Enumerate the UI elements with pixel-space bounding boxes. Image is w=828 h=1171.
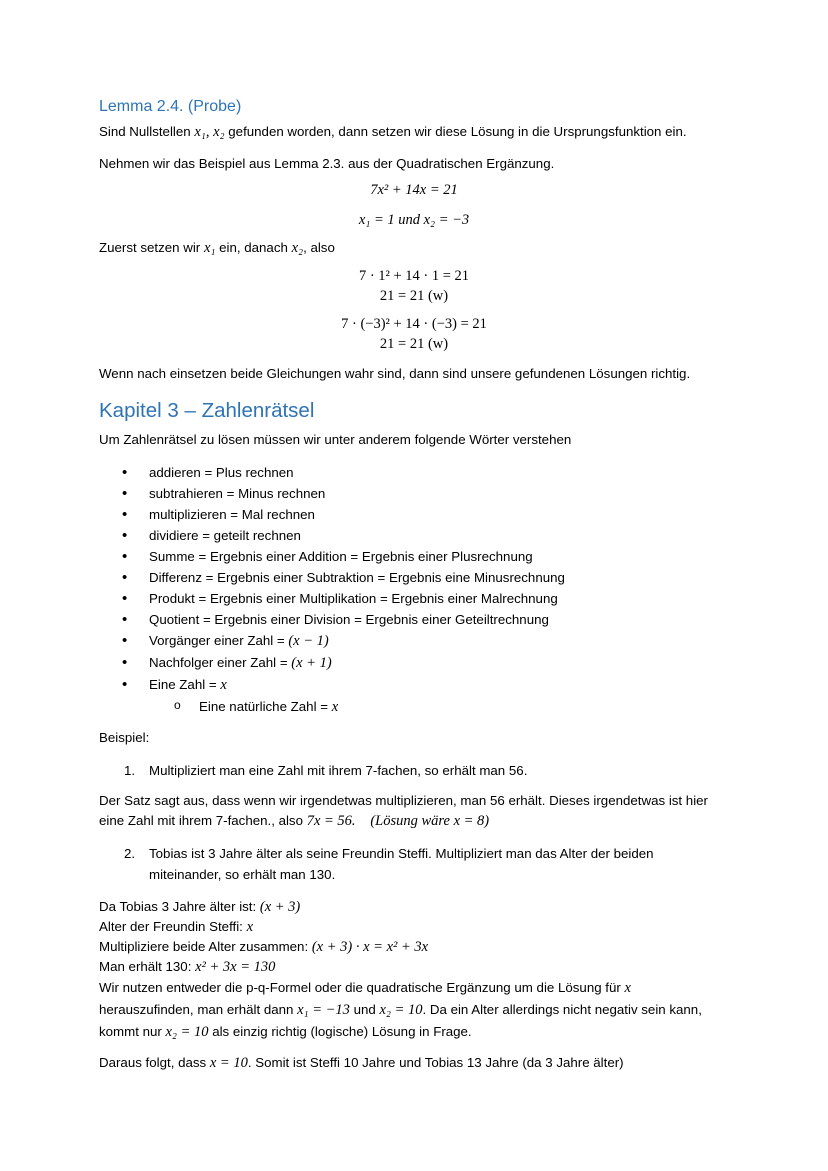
check-2-line-2: 21 = 21 (w) [379,336,449,352]
lemma-intro-text-a: Sind Nullstellen [99,124,195,139]
example-1-number: 1. [124,763,136,778]
list-item: • Differenz = Ergebnis einer Subtraktion = Ergebnis eine Minusrechnung [99,567,729,588]
term-sublist [99,696,729,718]
list-item: • Eine Zahl = x [99,674,729,696]
list-item: • dividiere = geteilt rechnen [99,525,729,546]
example-label: Beispiel: [99,730,150,745]
document-page [99,96,729,1073]
list-item: • addieren = Plus rechnen [99,462,729,483]
solution-line-4: Man erhält 130: x² + 3x = 130 [99,959,276,975]
solution-line-3: Multipliziere beide Alter zusammen: (x + 3) · x = x² + 3x [99,939,429,955]
example-1-explanation: Der Satz sagt aus, dass wenn wir irgendetwas multiplizieren, man 56 erhält. Dieses irgendetwas ist hier eine Zahl mit ihrem 7-fachen., also 7x = 56. (Lösung wäre x = 8) [99,793,708,829]
term-list [99,462,729,696]
solution-line-1: Da Tobias 3 Jahre älter ist: (x + 3) [99,899,301,915]
example-2-number: 2. [124,846,136,861]
list-item: • multiplizieren = Mal rechnen [99,504,729,525]
substitute-text-c: , also [303,240,335,255]
lemma-conclusion: Wenn nach einsetzen beide Gleichungen wahr sind, dann sind unsere gefundenen Lösungen richtig. [99,366,691,381]
substitute-text-a: Zuerst setzen wir [99,240,204,255]
example-2-text: Tobias ist 3 Jahre älter als seine Freundin Steffi. Multipliziert man das Alter der beiden miteinander, so erhält man 130. [149,846,654,882]
equation-main: 7x² + 14x = 21 [370,182,458,198]
example-1-text: Multipliziert man eine Zahl mit ihrem 7-fachen, so erhält man 56. [149,763,528,778]
check-2-line-1: 7 · (−3)² + 14 · (−3) = 21 [341,316,487,332]
lemma-intro-math: x₁, x₂ [194,124,225,140]
chapter-intro: Um Zahlenrätsel zu lösen müssen wir unter anderem folgende Wörter verstehen [99,432,572,447]
substitute-x1: x₁ [203,240,216,256]
list-item: • Nachfolger einer Zahl = (x + 1) [99,652,729,674]
lemma-intro-text-b: gefunden worden, dann setzen wir diese Lösung in die Ursprungsfunktion ein. [224,124,687,139]
substitute-text-b: ein, danach [215,240,292,255]
lemma-substitute-text [99,238,729,258]
final-conclusion: Daraus folgt, dass x = 10. Somit ist Steffi 10 Jahre und Tobias 13 Jahre (da 3 Jahre älter) [99,1055,624,1071]
list-item: • subtrahieren = Minus rechnen [99,483,729,504]
substitute-x2: x₂ [291,240,304,256]
list-item: • Vorgänger einer Zahl = (x − 1) [99,630,729,652]
solution-line-2: Alter der Freundin Steffi: x [99,919,254,935]
solution-line-5: Wir nutzen entweder die p-q-Formel oder die quadratische Ergänzung um die Lösung für x herauszufinden, man erhält dann x₁ = −13 und x₂ = 10. Da ein Alter allerdings nicht negativ sein kann, kommt nur x₂ = 10 als einzig richtig (logische) Lösung in Frage. [99,980,702,1040]
example-1 [99,760,729,781]
example-2 [99,843,729,885]
lemma-intro [99,122,729,142]
list-item: • Produkt = Ergebnis einer Multiplikation = Ergebnis einer Malrechnung [99,588,729,609]
example-2-solution [99,897,729,1043]
sub-list-item: o Eine natürliche Zahl = x [99,696,729,718]
check-1-line-1: 7 · 1² + 14 · 1 = 21 [358,268,470,284]
lemma-example-intro: Nehmen wir das Beispiel aus Lemma 2.3. aus der Quadratischen Ergänzung. [99,156,555,171]
list-item: • Summe = Ergebnis einer Addition = Ergebnis einer Plusrechnung [99,546,729,567]
check-1-line-2: 21 = 21 (w) [379,288,449,304]
list-item: • Quotient = Ergebnis einer Division = Ergebnis einer Geteiltrechnung [99,609,729,630]
lemma-heading: Lemma 2.4. (Probe) [99,98,242,115]
chapter-heading: Kapitel 3 – Zahlenrätsel [99,399,315,422]
equation-solutions: x₁ = 1 und x₂ = −3 [358,212,470,228]
